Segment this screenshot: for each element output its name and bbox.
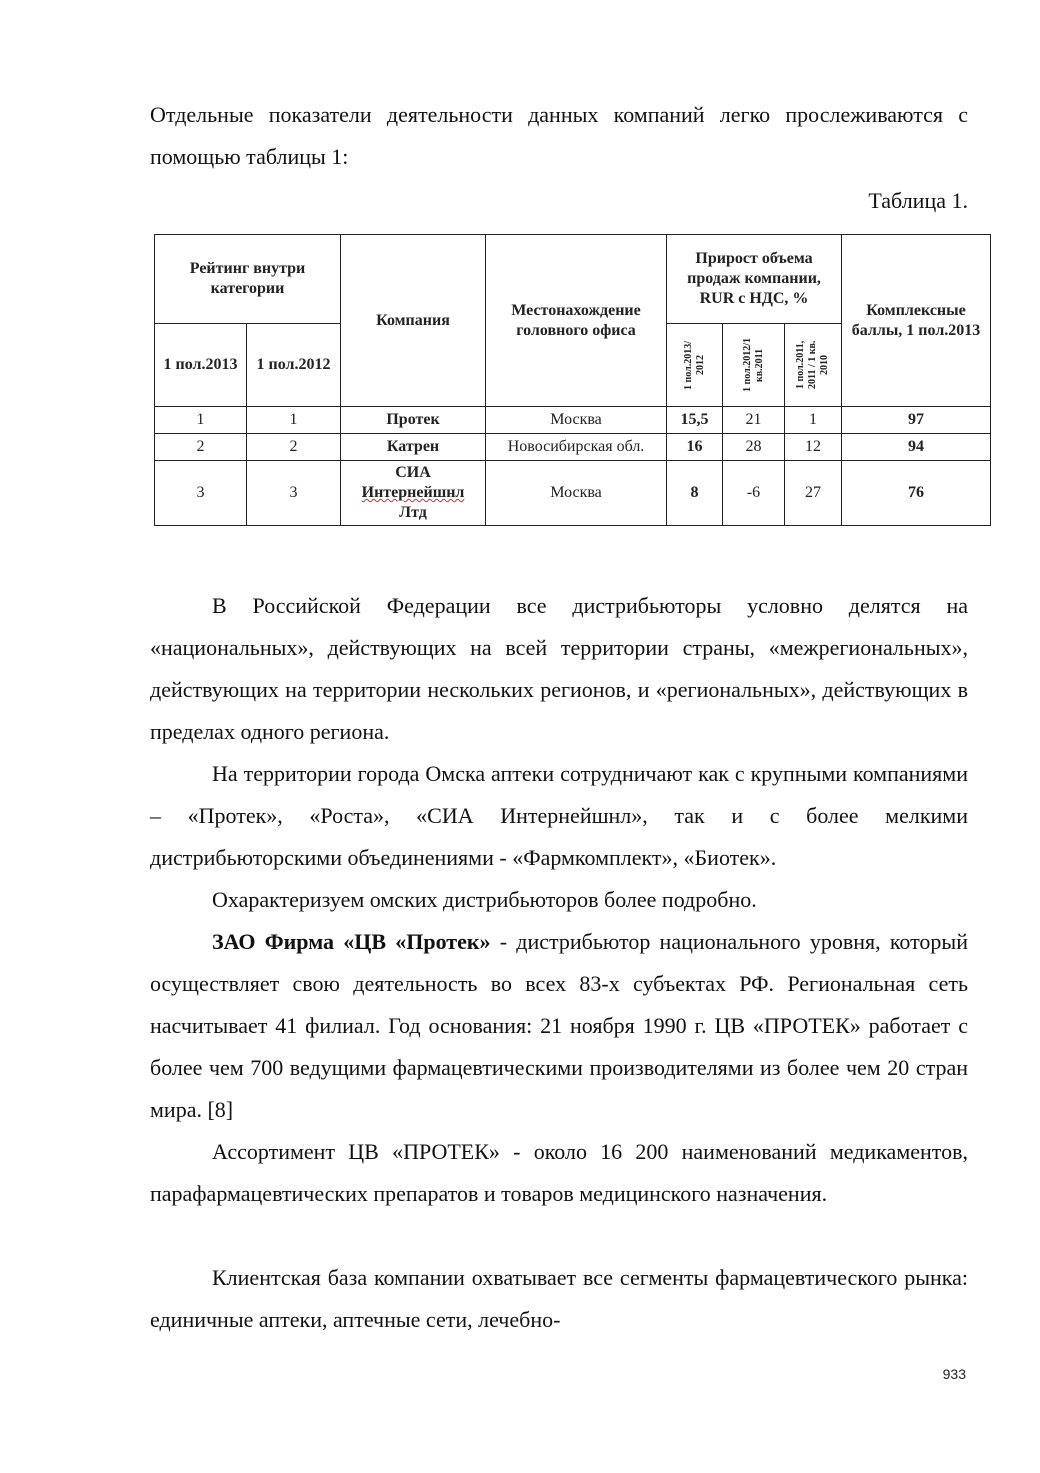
header-growth-col3-cell	[785, 324, 842, 407]
cell-score: 94	[842, 434, 991, 461]
paragraph-federation: В Российской Федерации все дистрибьюторы условно делятся на «национальных», действующих на всей территории страны, «межрегиональных», действующих на территории нескольких регионов, и «региональных», действующих в пределах одного региона.	[150, 593, 968, 744]
cell-growth-3: 27	[785, 461, 842, 526]
cell-company: Катрен	[341, 434, 486, 461]
header-company: Компания	[341, 235, 486, 407]
cell-location: Москва	[486, 461, 667, 526]
cell-location: Москва	[486, 407, 667, 434]
table-row	[155, 407, 991, 434]
cell-growth-2: 28	[723, 434, 785, 461]
header-rating-2012: 1 пол.2012	[247, 324, 341, 407]
cell-rating-2012: 3	[247, 461, 341, 526]
cell-growth-3: 12	[785, 434, 842, 461]
company-line-2: Интернейшнл	[361, 484, 465, 501]
header-score: Комплексные баллы, 1 пол.2013	[842, 235, 991, 407]
cell-rating-2012: 1	[247, 407, 341, 434]
header-growth-col3: 1 пол.2011, 2011 / 1 кв. 2010	[795, 340, 831, 390]
cell-growth-2: -6	[723, 461, 785, 526]
header-rating: Рейтинг внутри категории	[155, 235, 341, 324]
table-row	[155, 461, 991, 526]
header-growth-col1-cell	[667, 324, 723, 407]
page-number: 933	[942, 1366, 966, 1382]
cell-rating-2013: 3	[155, 461, 247, 526]
header-growth: Прирост объема продаж компании, RUR с НДС, %	[667, 235, 842, 324]
paragraph-omsk: На территории города Омска аптеки сотрудничают как с крупными компаниями – «Протек», «Роста», «СИА Интернейшнл», так и с более мелкими дистрибьюторскими объединениями - «Фармкомплект», «Биотек».	[150, 761, 968, 870]
table-caption: Таблица 1.	[868, 188, 968, 213]
intro-paragraph: Отдельные показатели деятельности данных компаний легко прослеживаются с помощью таблицы 1:	[150, 102, 968, 169]
cell-growth-1: 8	[667, 461, 723, 526]
paragraph-assortment: Ассортимент ЦВ «ПРОТЕК» - около 16 200 наименований медикаментов, парафармацевтических препаратов и товаров медицинского назначения.	[150, 1139, 968, 1206]
cell-score: 76	[842, 461, 991, 526]
data-table	[154, 234, 990, 526]
cell-growth-1: 15,5	[667, 407, 723, 434]
paragraph-clients: Клиентская база компании охватывает все сегменты фармацевтического рынка: единичные аптеки, аптечные сети, лечебно-	[150, 1265, 968, 1332]
header-location: Местонахождение головного офиса	[486, 235, 667, 407]
cell-growth-1: 16	[667, 434, 723, 461]
cell-location: Новосибирская обл.	[486, 434, 667, 461]
header-growth-col1: 1 пол.2013/ 2012	[682, 340, 706, 390]
header-growth-col2: 1 пол.2012/1 кв.2011	[741, 337, 765, 393]
protek-description: - дистрибьютор национального уровня, который осуществляет свою деятельность во всех 83-х субъектах РФ. Региональная сеть насчитывает 41 филиал. Год основания: 21 ноября 1990 г. ЦВ «ПРОТЕК» работает с более чем 700 ведущими фармацевтическими производителями из более чем 20 стран мира. [8]	[150, 929, 968, 1122]
cell-company	[341, 461, 486, 526]
table-row	[155, 434, 991, 461]
paragraph-describe: Охарактеризуем омских дистрибьюторов более подробно.	[212, 887, 757, 912]
cell-growth-3: 1	[785, 407, 842, 434]
company-line-1: СИА	[395, 464, 431, 481]
company-line-3: Лтд	[399, 504, 427, 521]
cell-rating-2013: 2	[155, 434, 247, 461]
header-growth-col2-cell	[723, 324, 785, 407]
cell-rating-2012: 2	[247, 434, 341, 461]
cell-rating-2013: 1	[155, 407, 247, 434]
paragraph-protek	[150, 921, 968, 1131]
cell-company: Протек	[341, 407, 486, 434]
header-rating-2013: 1 пол.2013	[155, 324, 247, 407]
protek-bold-name: ЗАО Фирма «ЦВ «Протек»	[212, 929, 491, 954]
cell-score: 97	[842, 407, 991, 434]
cell-growth-2: 21	[723, 407, 785, 434]
